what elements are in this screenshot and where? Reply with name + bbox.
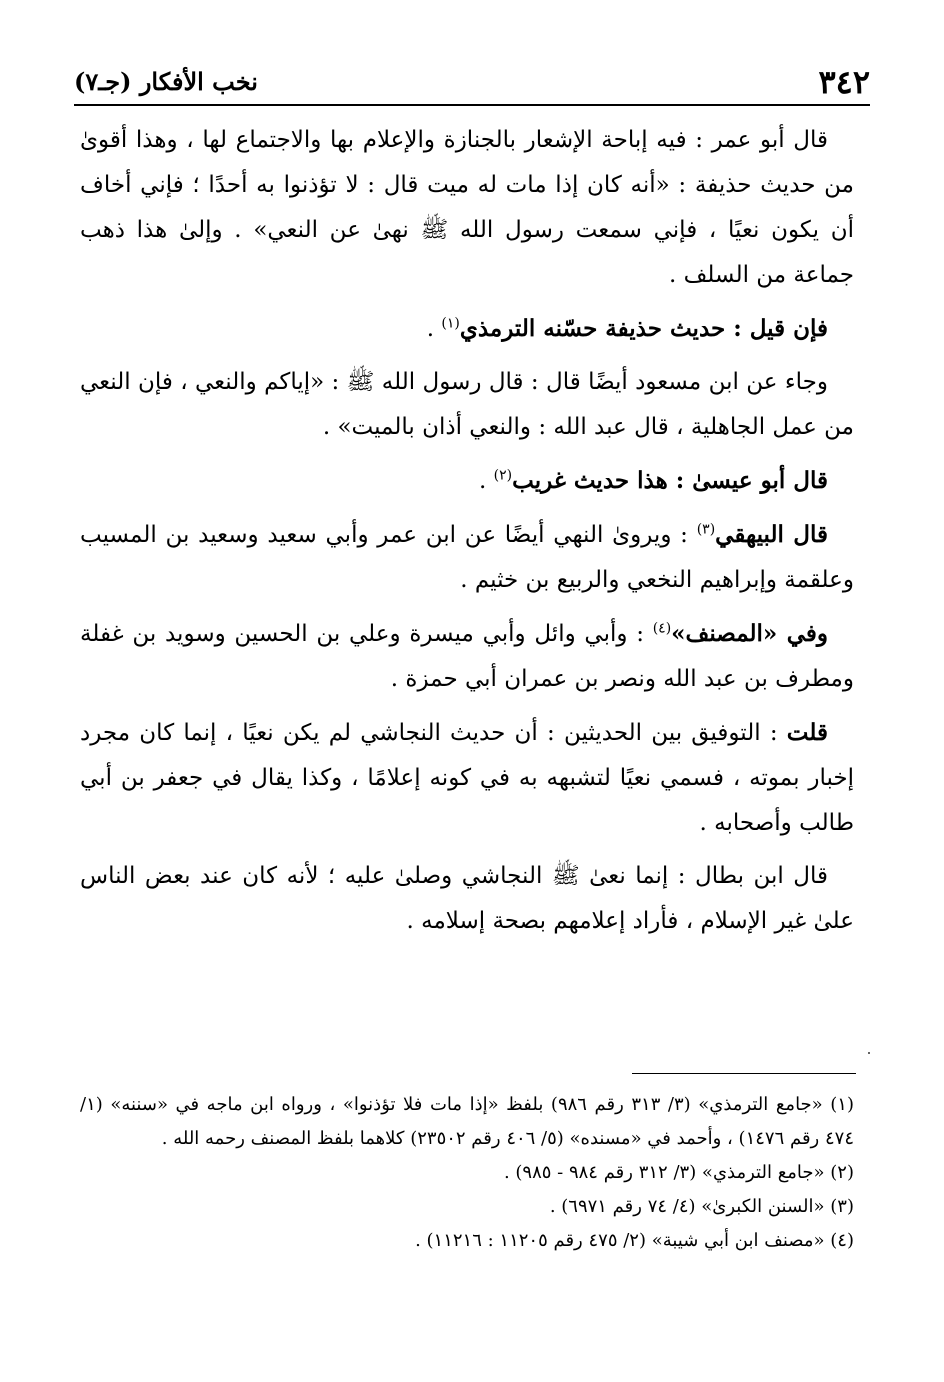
musannaf-heading: وفي «المصنف» xyxy=(671,620,828,647)
musannaf-text: : وأبي وائل وأبي ميسرة وعلي بن الحسين وسويد بن غفلة ومطرف بن عبد الله ونصر بن عمران أبي حمزة . xyxy=(80,621,854,692)
footnote-separator xyxy=(632,1073,856,1074)
footnote-ref-3: (٣) xyxy=(696,521,716,538)
page-number: ٣٤٢ xyxy=(818,63,870,101)
paragraph-musannaf xyxy=(80,611,854,702)
objection-heading: فإن قيل : حديث حذيفة حسّنه الترمذي xyxy=(459,315,828,342)
main-text xyxy=(80,118,854,952)
footnote-ref-2: (٢) xyxy=(493,467,513,484)
abu-isa-statement: قال أبو عيسىٰ : هذا حديث غريب xyxy=(512,467,828,494)
qultu-heading: قلت xyxy=(786,719,828,746)
footnote-ref-4: (٤) xyxy=(652,620,672,637)
footnote-2: (٢) «جامع الترمذي» (٣/ ٣١٢ رقم ٩٨٤ - ٩٨٥) . xyxy=(503,1162,854,1183)
bayhaqi-heading: قال البيهقي xyxy=(715,521,828,548)
paragraph-qultu xyxy=(80,710,854,846)
stray-dot xyxy=(868,1052,870,1054)
paragraph-ibn-masud: وجاء عن ابن مسعود أيضًا قال : قال رسول الله ﷺ : «إياكم والنعي ، فإن النعي من عمل الجاهلية ، قال عبد الله : والنعي أذان بالميت» . xyxy=(80,369,854,440)
footnotes xyxy=(80,1088,854,1258)
objection-end: . xyxy=(426,316,442,342)
footnote-1: (١) «جامع الترمذي» (٣/ ٣١٣ رقم ٩٨٦) بلفظ «إذا مات فلا تؤذنوا» ، ورواه ابن ماجه في «سننه» (١/ ٤٧٤ رقم ١٤٧٦) ، وأحمد في «مسنده» (٥/ ٤٠٦ رقم ٢٣٥٠٢) كلاهما بلفظ المصنف رحمه الله . xyxy=(80,1094,854,1149)
qultu-text: : التوفيق بين الحديثين : أن حديث النجاشي لم يكن نعيًا ، إنما كان مجرد إخبار بموته ، فسمي نعيًا لتشبهه به في كونه إعلامًا ، وكذا يقال في جعفر بن أبي طالب وأصحابه . xyxy=(80,720,854,836)
paragraph-abu-isa xyxy=(80,458,854,504)
paragraph-abu-umar: قال أبو عمر : فيه إباحة الإشعار بالجنازة والإعلام بها والاجتماع لها ، وهذا أقوىٰ من حديث حذيفة : «أنه كان إذا مات له ميت قال : لا تؤذنوا به أحدًا ؛ فإني أخاف أن يكون نعيًا ، فإني سمعت رسول الله ﷺ نهىٰ عن النعي» . وإلىٰ هذا ذهب جماعة من السلف . xyxy=(80,127,854,288)
page-header xyxy=(74,60,870,106)
footnote-3: (٣) «السنن الكبرىٰ» (٤/ ٧٤ رقم ٦٩٧١) . xyxy=(549,1196,854,1217)
footnote-ref-1: (١) xyxy=(441,315,460,332)
paragraph-bayhaqi xyxy=(80,512,854,603)
abu-isa-end: . xyxy=(479,468,494,494)
footnote-4: (٤) «مصنف ابن أبي شيبة» (٢/ ٤٧٥ رقم ١١٢٠٥ : ١١٢١٦) . xyxy=(415,1230,854,1251)
bayhaqi-text: : ويروىٰ النهي أيضًا عن ابن عمر وأبي سعيد وسعيد بن المسيب وعلقمة وإبراهيم النخعي والربيع بن خثيم . xyxy=(80,522,854,593)
running-title: نخب الأفكار (جـ٧) xyxy=(74,67,258,96)
paragraph-objection xyxy=(80,306,854,352)
paragraph-ibn-battal: قال ابن بطال : إنما نعىٰ ﷺ النجاشي وصلىٰ عليه ؛ لأنه كان عند بعض الناس علىٰ غير الإسلام ، فأراد إعلامهم بصحة إسلامه . xyxy=(80,863,854,934)
